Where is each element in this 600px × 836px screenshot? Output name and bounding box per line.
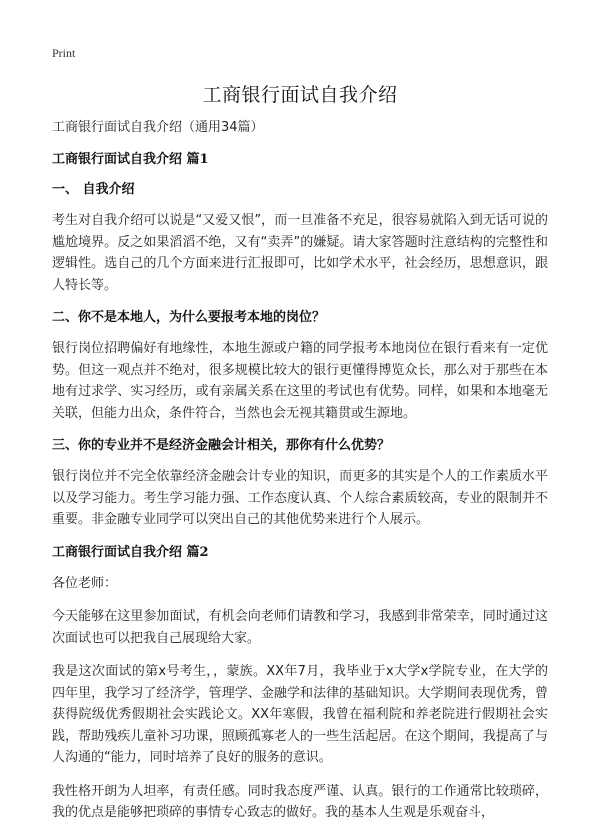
section-heading-part2: 工商银行面试自我介绍 篇2 — [52, 544, 209, 560]
paragraph-self-intro: 考生对自我介绍可以说是“又爱又恨”，而一旦准备不充足，很容易就陷入到无话可说的尴尬境界。反之如果滔滔不绝，又有“卖弄”的嫌疑。请大家答题时注意结构的完整性和逻辑性。选自己的几个方面来进行汇报即可，比如学术水平，社会经历，思想意识，跟人特长等。 — [52, 213, 548, 293]
paragraph-major: 银行岗位并不完全依靠经济金融会计专业的知识，而更多的其实是个人的工作素质水平以及学习能力。考生学习能力强、工作态度认真、个人综合素质较高，专业的限制并不重要。非金融专业同学可以突出自己的其他优势来进行个人展示。 — [52, 469, 548, 527]
paragraph-not-local: 银行岗位招聘偏好有地缘性，本地生源或户籍的同学报考本地岗位在银行看来有一定优势。但这一观点并不绝对，很多规模比较大的银行更懂得博览众长，那么对于那些在本地有过求学、实习经历，或有亲属关系在这里的考试也有优势。同样，如果和本地毫无关联，但能力出众，条件符合，当然也会无视其籍贯或生源地。 — [52, 341, 548, 421]
page-title: 工商银行面试自我介绍 — [202, 84, 398, 106]
paragraph-background: 我是这次面试的第x号考生，，蒙族。XX年7月，我毕业于x大学x学院专业，在大学的四年里，我学习了经济学，管理学、金融学和法律的基础知识。大学期间表现优秀，曾获得院级优秀假期社会实践论文。XX年寒假，我曾在福利院和养老院进行假期社会实践，帮助残疾儿童补习功课，照顾孤寡老人的一些生活起居。在这个期间，我提高了与人沟通的“能力，同时培养了良好的服务的意识。 — [52, 664, 548, 765]
section-heading-self-intro: 一、 自我介绍 — [52, 182, 135, 197]
section-heading-not-local: 二、你不是本地人，为什么要报考本地的岗位？ — [52, 310, 326, 325]
print-link[interactable]: Print — [52, 46, 76, 60]
document-subtitle: 工商银行面试自我介绍（通用34篇） — [52, 120, 264, 135]
section-heading-major: 三、你的专业并不是经济金融会计相关，那你有什么优势？ — [52, 438, 391, 453]
document-body — [52, 118, 548, 836]
paragraph-personality: 我性格开朗为人坦率，有责任感。同时我态度严谨、认真。银行的工作通常比较琐碎，我的优点是能够把琐碎的事情专心致志的做好。我的基本人生观是乐观奋斗， — [52, 783, 548, 820]
section-heading-part1: 工商银行面试自我介绍 篇1 — [52, 152, 209, 167]
paragraph-greeting: 各位老师： — [52, 575, 118, 591]
paragraph-opening: 今天能够在这里参加面试，有机会向老师们请教和学习，我感到非常荣幸，同时通过这次面试也可以把我自己展现给大家。 — [52, 609, 548, 646]
